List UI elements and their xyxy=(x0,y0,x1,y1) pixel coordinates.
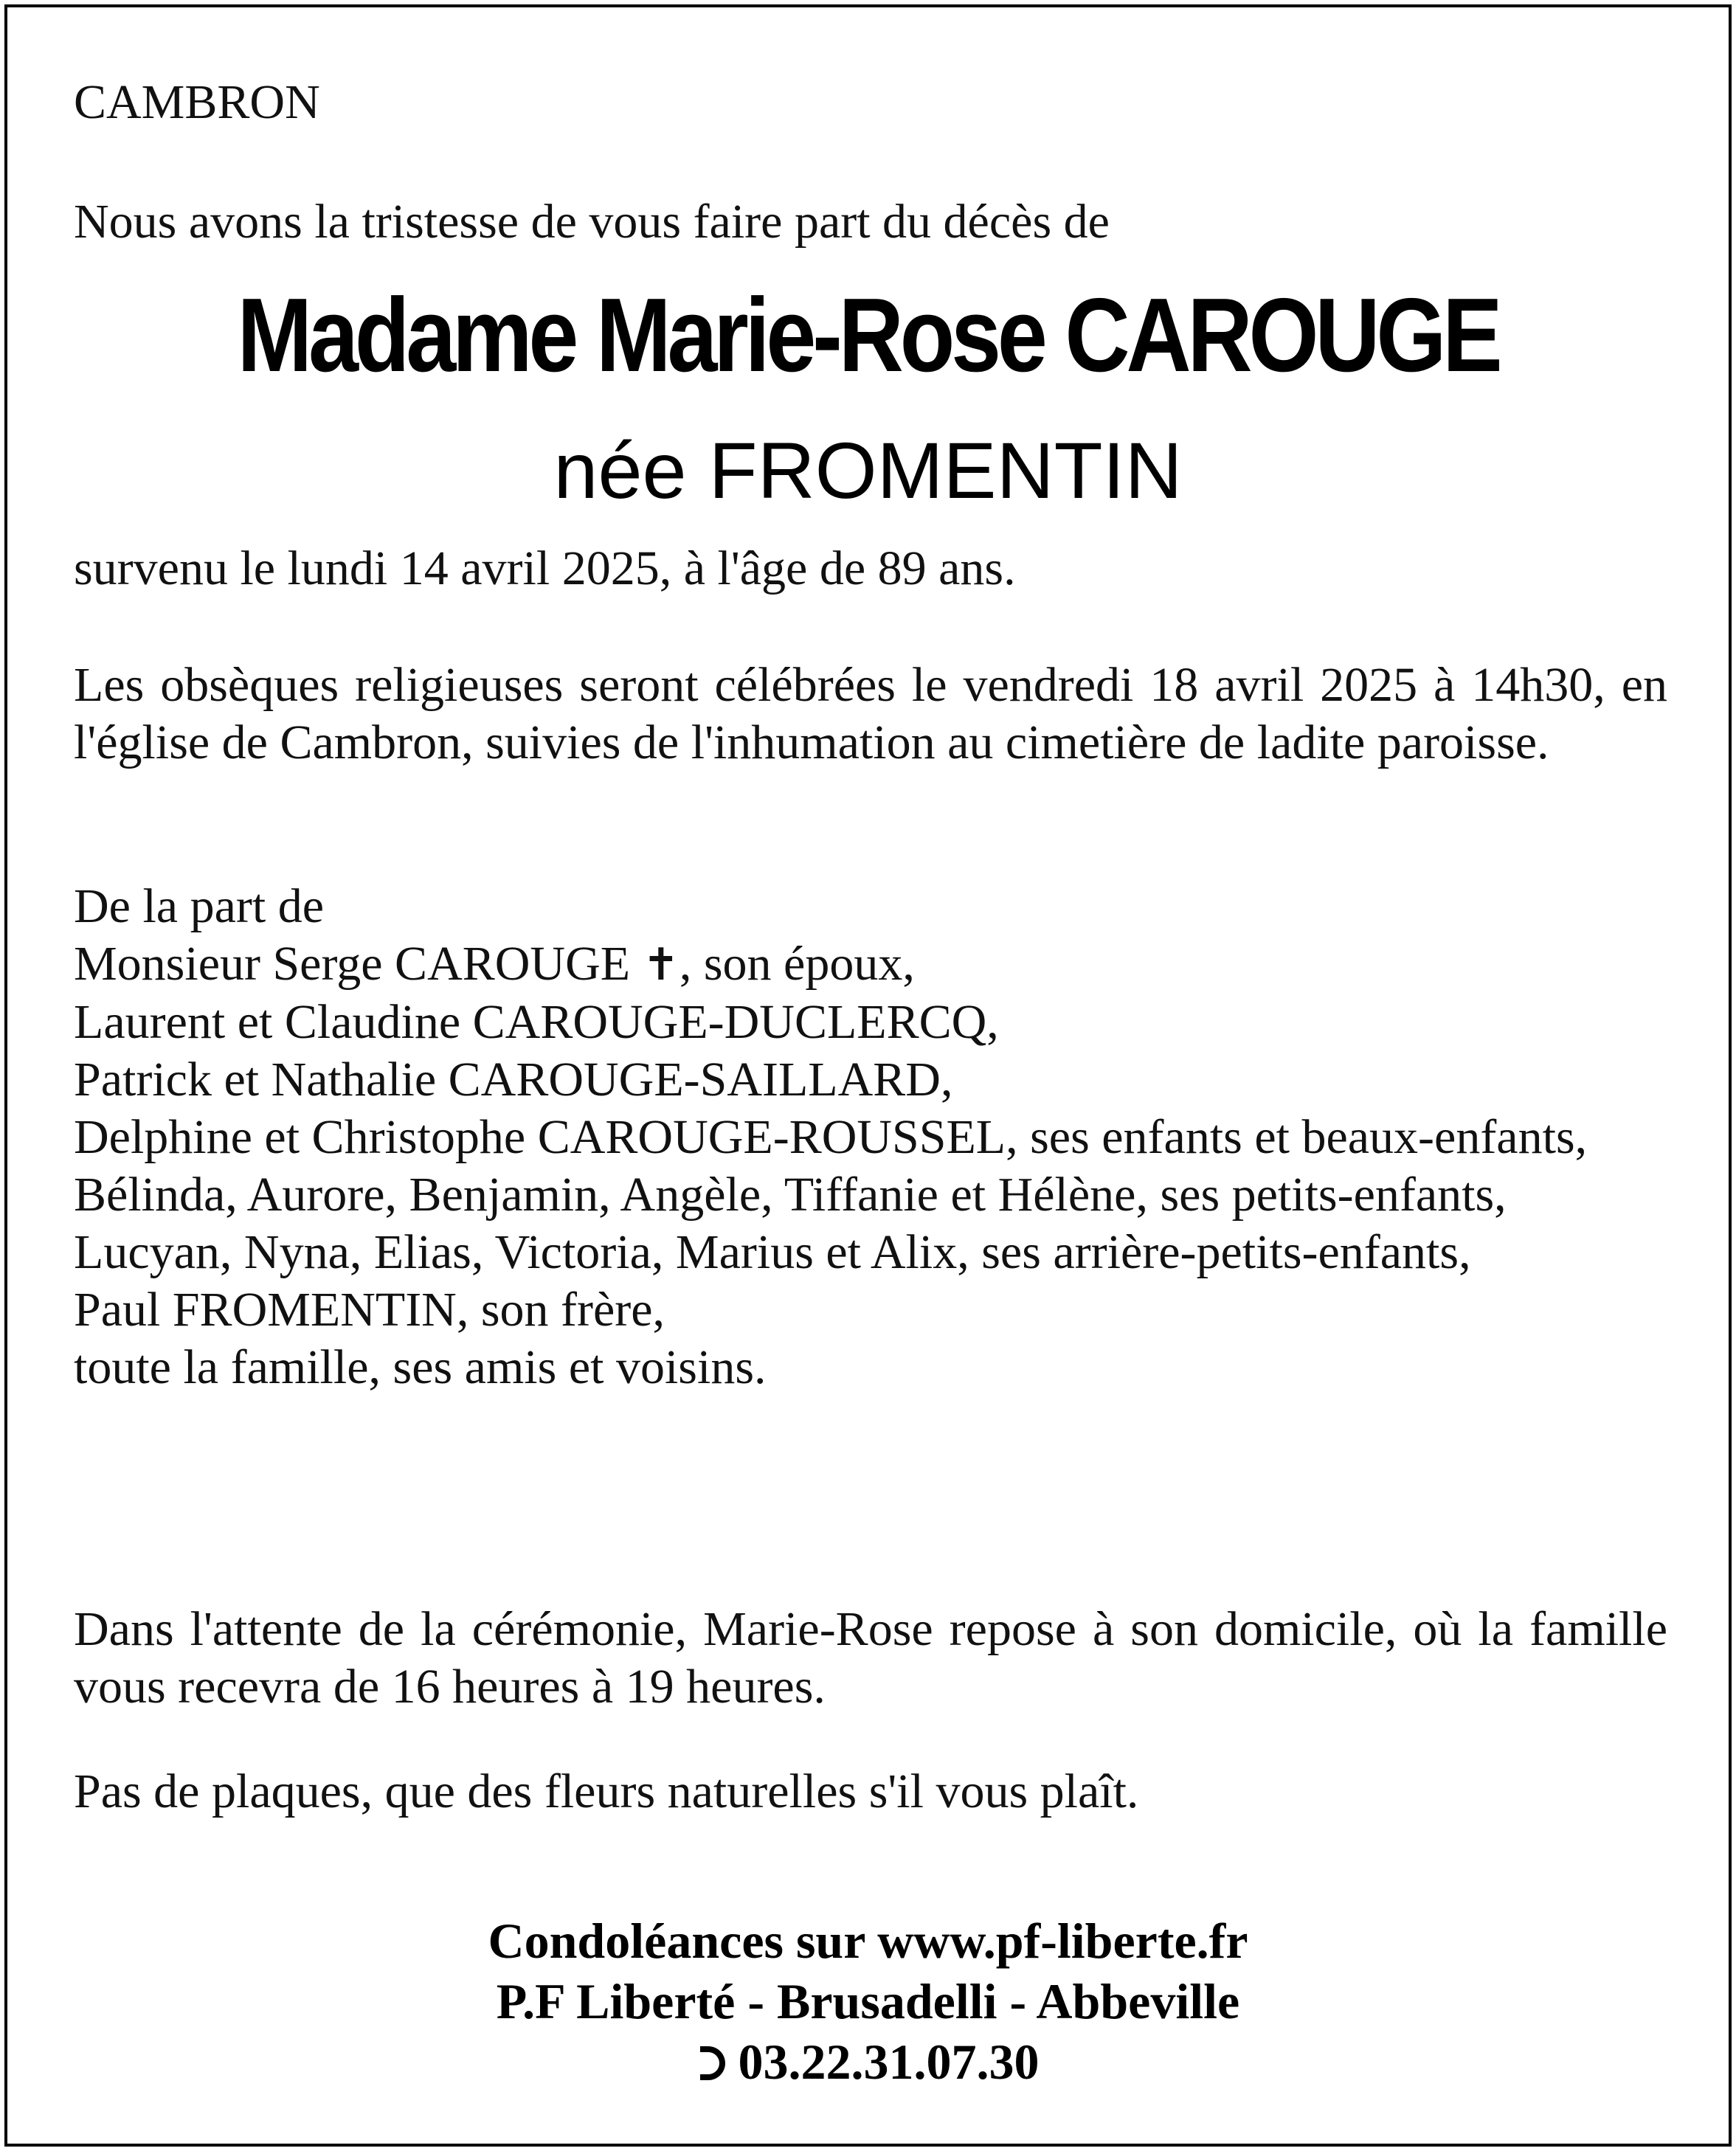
family-others: toute la famille, ses amis et voisins. xyxy=(74,1340,767,1394)
family-children-1: Laurent et Claudine CAROUGE-DUCLERCQ, xyxy=(74,995,999,1049)
condolences-link[interactable]: Condoléances sur www.pf-liberte.fr xyxy=(488,1913,1248,1969)
phone-line xyxy=(7,2031,1729,2092)
funeral-home-name: P.F Liberté - Brusadelli - Abbeville xyxy=(496,1973,1240,2029)
phone-icon xyxy=(697,2045,727,2082)
footer xyxy=(7,1911,1729,2092)
death-info: survenu le lundi 14 avril 2025, à l'âge de 89 ans. xyxy=(74,541,1016,595)
family-spouse xyxy=(74,935,1667,994)
family-children-3: Delphine et Christophe CAROUGE-ROUSSEL, ses enfants et beaux-enfants, xyxy=(74,1110,1588,1164)
funeral-details: Les obsèques religieuses seront célébrées le vendredi 18 avril 2025 à 14h30, en l'église de Cambron, suivies de l'inhumation au cimetière de ladite paroisse. xyxy=(74,658,1667,769)
spouse-relation: , son époux, xyxy=(679,937,915,991)
family-list xyxy=(74,878,1667,1396)
locality: CAMBRON xyxy=(74,75,320,129)
intro-text: Nous avons la tristesse de vous faire part du décès de xyxy=(74,195,1110,249)
family-sibling: Paul FROMENTIN, son frère, xyxy=(74,1283,665,1337)
family-heading: De la part de xyxy=(74,879,324,933)
family-great-grandchildren: Lucyan, Nyna, Elias, Victoria, Marius et Alix, ses arrière-petits-enfants, xyxy=(74,1225,1471,1279)
visitation-info: Dans l'attente de la cérémonie, Marie-Rose repose à son domicile, où la famille vous recevra de 16 heures à 19 heures. xyxy=(74,1602,1667,1714)
cross-icon: ✝ xyxy=(642,939,679,991)
deceased-name: Madame Marie-Rose CAROUGE xyxy=(237,277,1499,394)
family-grandchildren: Bélinda, Aurore, Benjamin, Angèle, Tiffanie et Hélène, ses petits-enfants, xyxy=(74,1168,1507,1222)
maiden-name: née FROMENTIN xyxy=(553,426,1183,515)
spouse-name: Monsieur Serge CAROUGE xyxy=(74,937,631,991)
family-children-2: Patrick et Nathalie CAROUGE-SAILLARD, xyxy=(74,1053,953,1106)
flowers-note: Pas de plaques, que des fleurs naturelles s'il vous plaît. xyxy=(74,1764,1139,1818)
obituary-notice xyxy=(4,4,1732,2147)
phone-number[interactable]: 03.22.31.07.30 xyxy=(738,2034,1040,2090)
